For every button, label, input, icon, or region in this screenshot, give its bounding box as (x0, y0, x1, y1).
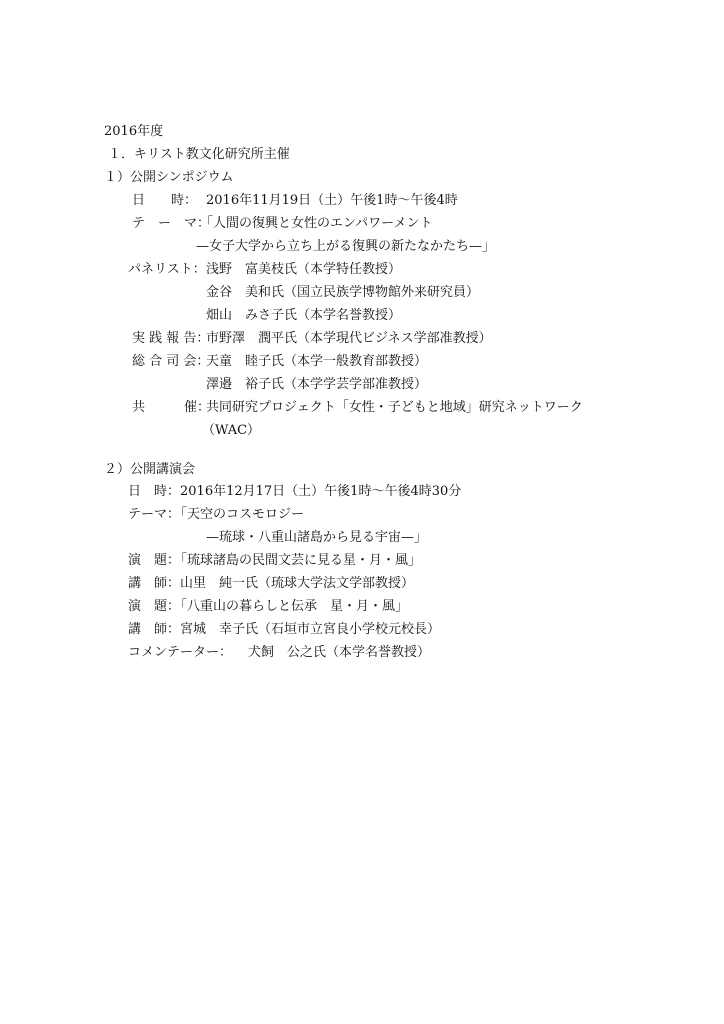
lecture-theme-value: 「天空のコスモロジー (174, 507, 305, 522)
lecture-theme-subtitle: —琉球・八重山諸島から見る宇宙—」 (206, 530, 428, 545)
symposium-theme-value: 「人間の復興と女性のエンパワーメント (200, 216, 433, 231)
lecture2-title-label: 演 題： (128, 599, 181, 614)
moderator-item: 天童 睦子氏（本学一般教育部教授） (206, 354, 428, 369)
section-title: １．キリスト教文化研究所主催 (108, 147, 290, 162)
symposium-panelists-label: パネリスト： (128, 262, 206, 277)
lecture-datetime-label: 日 時： (128, 484, 181, 499)
lecture2-speaker-value: 宮城 幸子氏（石垣市立宮良小学校元校長） (180, 622, 441, 637)
symposium-datetime-value: 2016年11月19日（土）午後1時〜午後4時 (206, 193, 458, 208)
symposium-cosponsor-value: 共同研究プロジェクト「女性・子どもと地域」研究ネットワーク (206, 400, 583, 415)
panelist-item: 金谷 美和氏（国立民族学博物館外来研究員） (206, 285, 480, 300)
lecture1-title-label: 演 題： (128, 553, 181, 568)
lecture-theme-label: テーマ： (128, 507, 181, 522)
lecture2-speaker-label: 講 師： (128, 622, 181, 637)
subsection-title-lecture: ２）公開講演会 (104, 462, 196, 477)
panelist-item: 畑山 みさ子氏（本学名誉教授） (206, 308, 402, 323)
symposium-practice-report-value: 市野澤 潤平氏（本学現代ビジネス学部准教授） (206, 331, 492, 346)
symposium-cosponsor-value-2: （WAC） (202, 423, 261, 438)
lecture-commentator-value: 犬飼 公之氏（本学名誉教授） (248, 645, 431, 660)
symposium-theme-label: テ ー マ： (132, 216, 211, 231)
symposium-practice-report-label: 実 践 報 告： (132, 331, 210, 346)
symposium-moderators-label: 総 合 司 会： (132, 354, 210, 369)
lecture1-speaker-value: 山里 純一氏（琉球大学法文学部教授） (180, 576, 415, 591)
symposium-datetime-label: 日 時： (132, 193, 198, 208)
panelist-item: 浅野 富美枝氏（本学特任教授） (206, 262, 402, 277)
lecture1-title-value: 「琉球諸島の民間文芸に見る星・月・風」 (174, 553, 422, 568)
symposium-cosponsor-label: 共 催： (132, 400, 211, 415)
subsection-title-symposium: １）公開シンポジウム (104, 170, 234, 185)
year-heading: 2016年度 (104, 124, 164, 139)
lecture2-title-value: 「八重山の暮らしと伝承 星・月・風」 (174, 599, 409, 614)
lecture-commentator-label: コメンテーター： (128, 645, 233, 660)
lecture1-speaker-label: 講 師： (128, 576, 181, 591)
symposium-theme-subtitle: —女子大学から立ち上がる復興の新たなかたち—」 (196, 239, 496, 254)
lecture-datetime-value: 2016年12月17日（土）午後1時〜午後4時30分 (180, 484, 462, 499)
moderator-item: 澤邉 裕子氏（本学学芸学部准教授） (206, 377, 428, 392)
